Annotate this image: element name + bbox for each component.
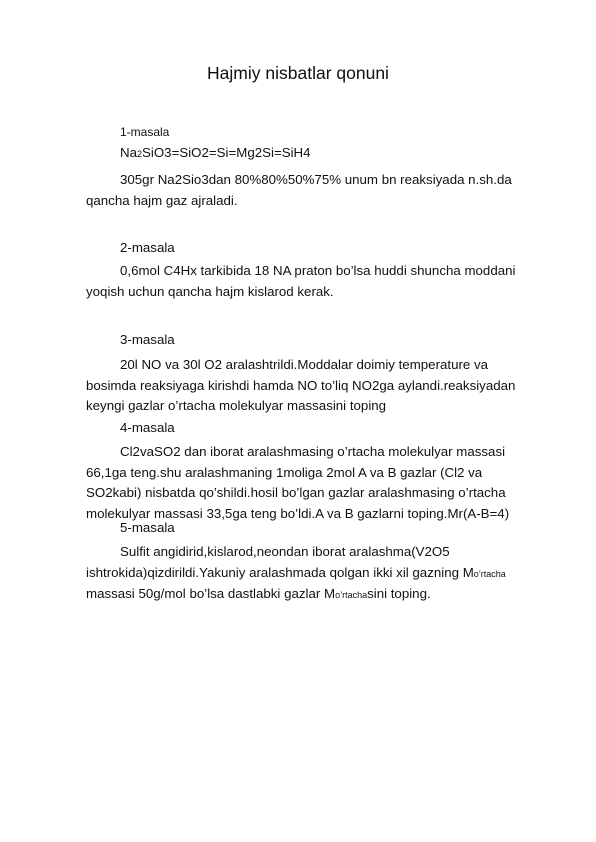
problem-2-text: 0,6mol C4Hx tarkibida 18 NA praton bo’lsa huddi shuncha moddani yoqish uchun qancha hajm kislarod kerak. xyxy=(86,263,516,299)
problem-5-heading: 5-masala xyxy=(120,520,175,535)
problem-5-text-part1: Sulfit angidirid,kislarod,neondan iborat aralashma(V2O5 ishtrokida)qizdirildi.Yakuniy aralashmada qolgan ikki xil gazning M xyxy=(86,544,474,580)
page-title: Hajmiy nisbatlar qonuni xyxy=(207,63,389,83)
scheme-rest: SiO3=SiO2=Si=Mg2Si=SiH4 xyxy=(142,145,311,160)
problem-1-heading: 1-masala xyxy=(120,125,170,139)
problem-1-scheme xyxy=(86,143,538,165)
problem-5-text-part2: massasi 50g/mol bo’lsa dastlabki gazlar M xyxy=(86,586,336,601)
scheme-na: Na xyxy=(120,145,137,160)
problem-5-text-part3: sini toping. xyxy=(367,586,431,601)
problem-5-subscript-2: o’rtacha xyxy=(335,590,368,600)
problem-1-text: 305gr Na2Sio3dan 80%80%50%75% unum bn reaksiyada n.sh.da qancha hajm gaz ajraladi. xyxy=(86,172,512,208)
problem-5-text xyxy=(86,542,538,606)
problem-2-heading: 2-masala xyxy=(120,240,175,255)
problem-4-heading: 4-masala xyxy=(120,420,175,435)
scheme-subscript: 2 xyxy=(137,149,143,159)
problem-5-subscript-1: o’rtacha xyxy=(473,568,506,579)
problem-4-text: Cl2vaSO2 dan iborat aralashmasing o’rtacha molekulyar massasi 66,1ga teng.shu aralashmaning 1moliga 2mol A va B gazlar (Cl2 va SO2kabi) nisbatda qo’shildi.hosil bo’lgan gazlar aralashmasing o’rtacha molekulyar massasi 33,5ga teng bo’ldi.A va B gazlarni toping.Mr(A-B=4) xyxy=(86,444,510,521)
problem-3-text: 20l NO va 30l O2 aralashtrildi.Moddalar doimiy temperature va bosimda reaksiyaga kirishdi hamda NO to’liq NO2ga aylandi.reaksiyadan keyngi gazlar o’rtacha molekulyar massasini toping xyxy=(86,357,516,413)
problem-3-heading: 3-masala xyxy=(120,332,175,347)
